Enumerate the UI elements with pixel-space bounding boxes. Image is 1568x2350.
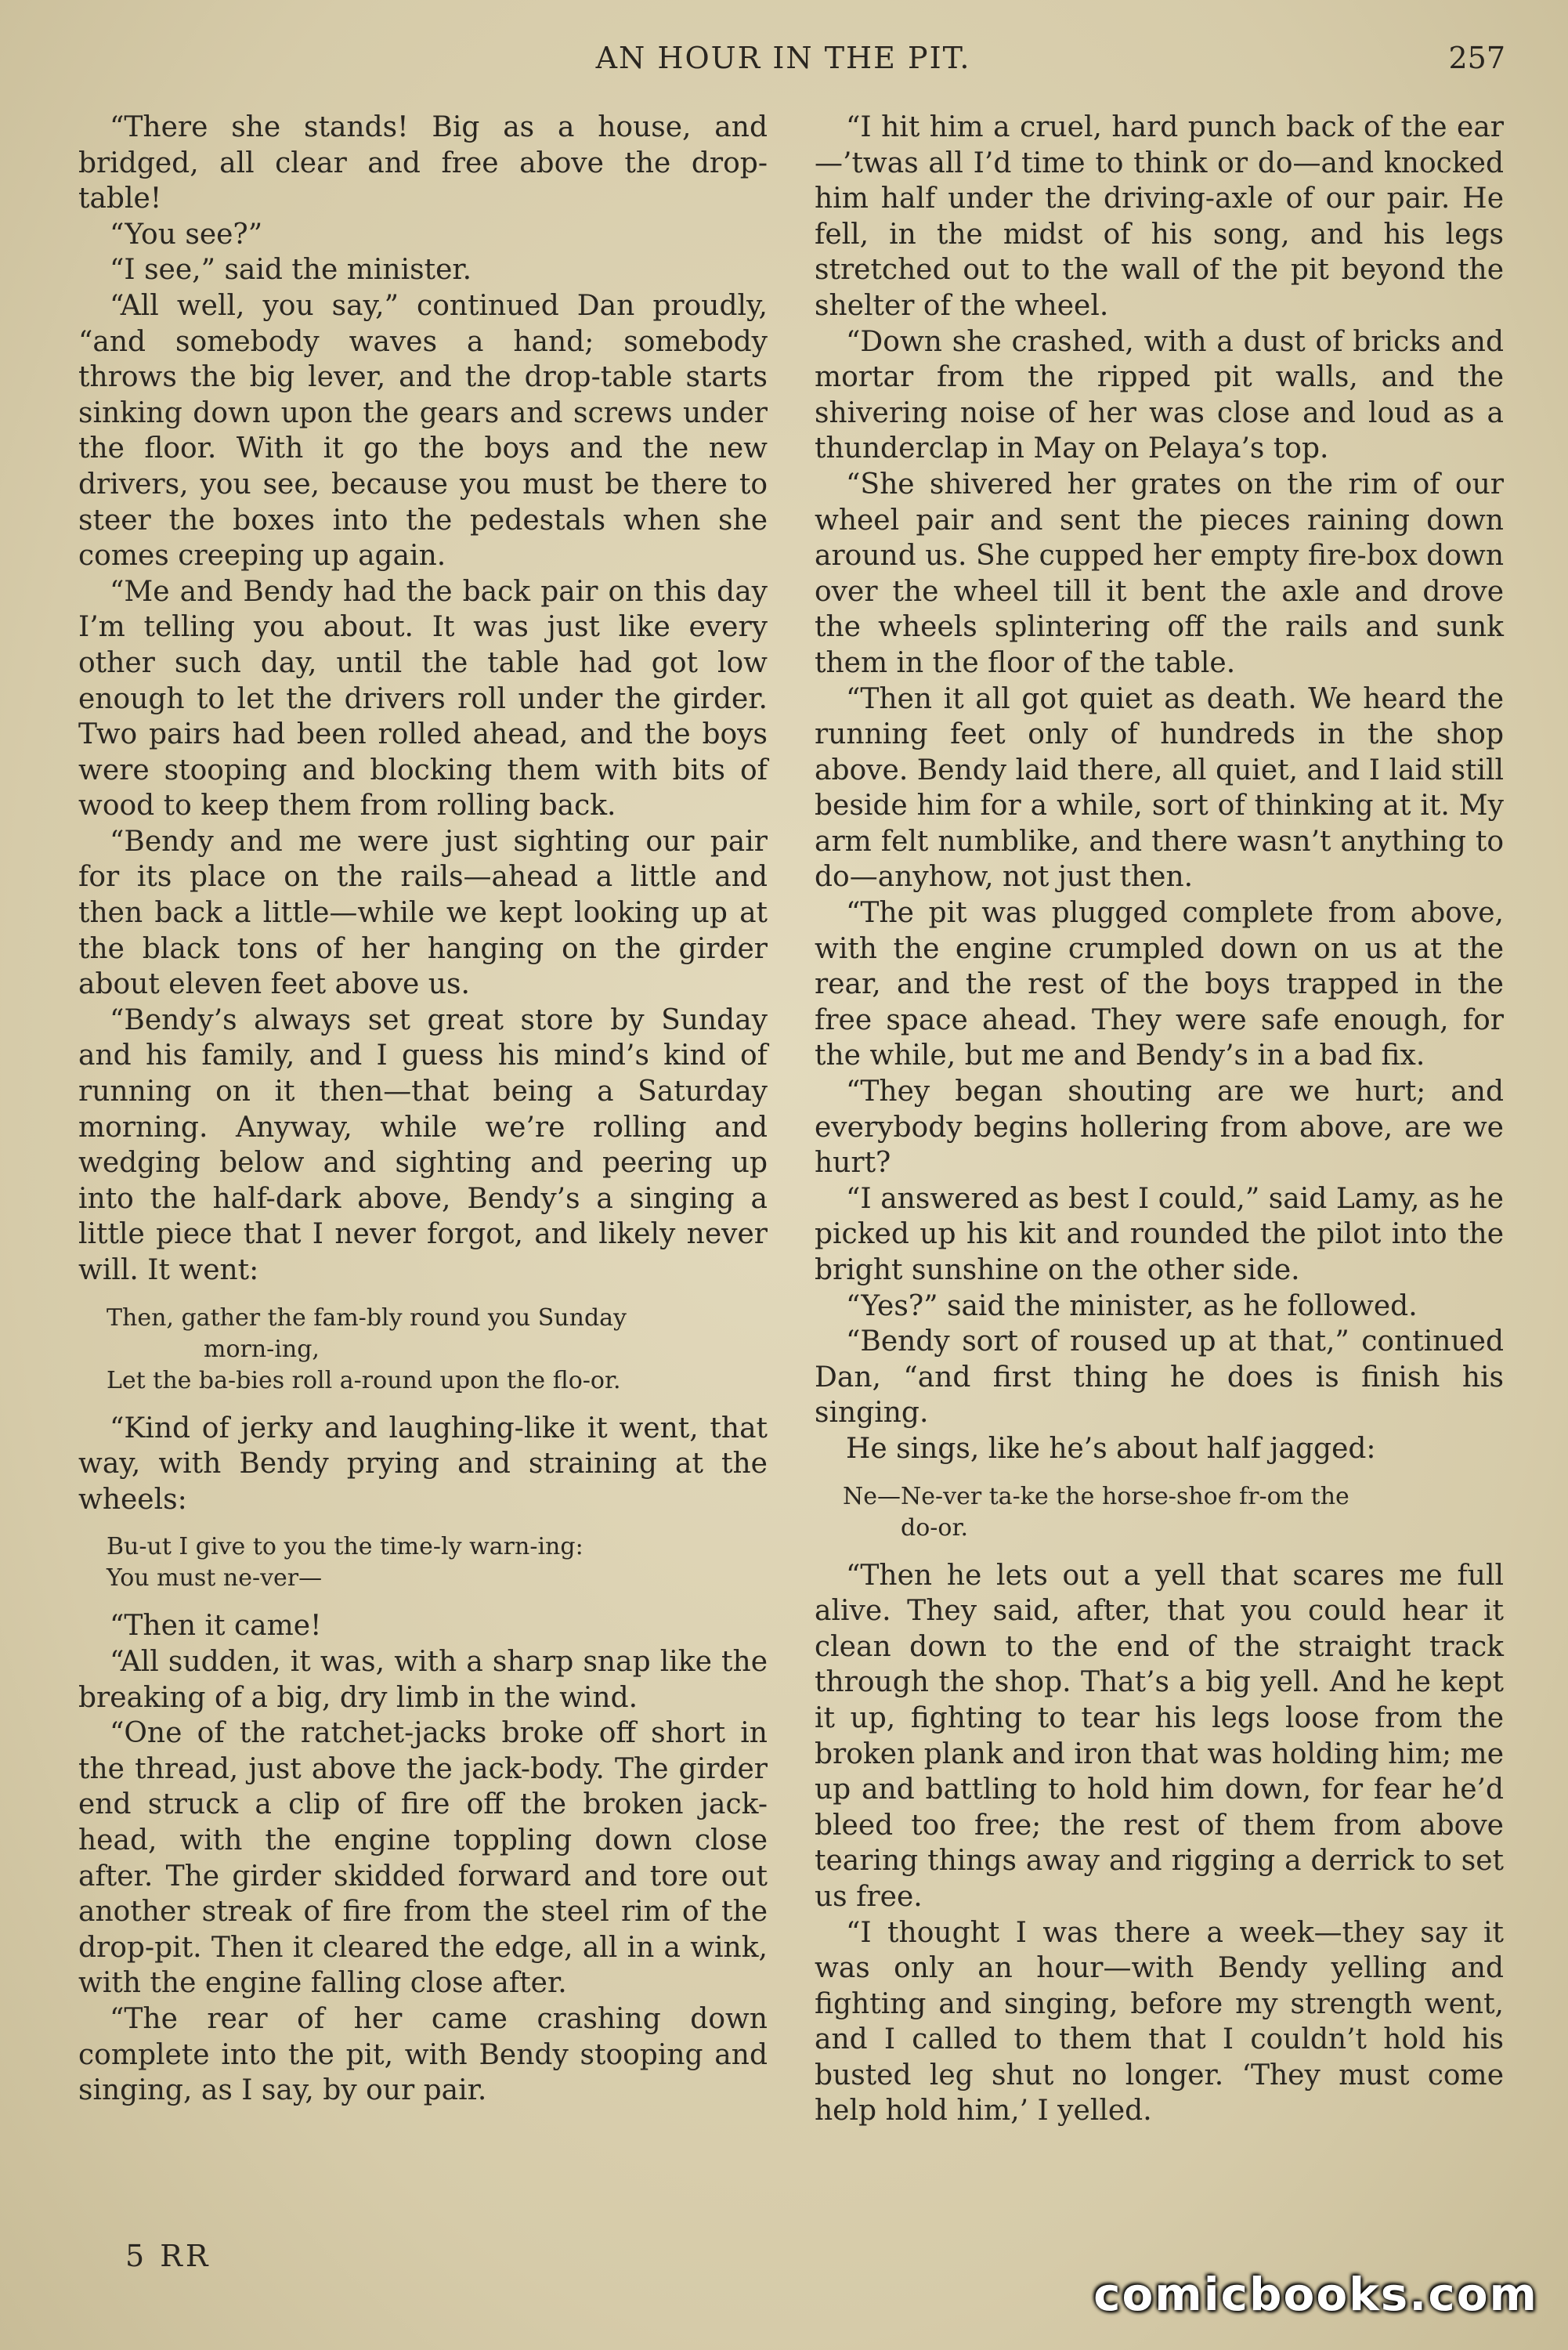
- paragraph: “There she stands! Big as a house, and bridged, all clear and free above the drop-table!: [78, 111, 768, 215]
- paragraph: “You see?”: [110, 218, 263, 251]
- right-column: [815, 110, 1504, 2129]
- paragraph: “I see,” said the minister.: [110, 254, 472, 287]
- paragraph: “Bendy sort of roused up at that,” continued Dan, “and first thing he does is finish his singing.: [815, 1325, 1504, 1430]
- paragraph: “Down she crashed, with a dust of bricks and mortar from the ripped pit walls, and the shivering noise of her was close and loud as a thunderclap in May on Pelaya’s top.: [815, 325, 1504, 465]
- running-head: AN HOUR IN THE PIT.: [595, 41, 971, 75]
- paragraph: He sings, like he’s about half jagged:: [846, 1432, 1376, 1465]
- song-verse: [78, 1531, 768, 1594]
- paragraph: “She shivered her grates on the rim of our wheel pair and sent the pieces raining down around us. She cupped her empty fire-box down over the wheel till it bent the axle and drove the wheels splintering off the rails and sunk them in the floor of the table.: [815, 468, 1504, 679]
- paragraph: “I answered as best I could,” said Lamy, as he picked up his kit and rounded the pilot into the bright sunshine on the other side.: [815, 1182, 1504, 1286]
- verse-line: Bu-ut I give to you the time-ly warn-ing:: [107, 1533, 583, 1561]
- verse-line: morn-ing,: [204, 1335, 320, 1363]
- paragraph: “They began shouting are we hurt; and everybody begins hollering from above, are we hurt?: [815, 1076, 1504, 1180]
- verse-line: Then, gather the fam-bly round you Sunday: [107, 1303, 627, 1332]
- page-header: [0, 34, 1568, 81]
- left-column: [78, 110, 768, 2109]
- paragraph: “Then it came!: [110, 1610, 322, 1643]
- song-verse: [815, 1481, 1504, 1544]
- verse-line: You must ne-ver—: [107, 1564, 323, 1593]
- paragraph: “I hit him a cruel, hard punch back of the ear—’twas all I’d time to think or do—and knocked him half under the driving-axle of our pair. He fell, in the midst of his song, and his legs stretched out to the wall of the pit beyond the shelter of the wheel.: [815, 111, 1504, 322]
- paragraph: “The rear of her came crashing down complete into the pit, with Bendy stooping and singing, as I say, by our pair.: [78, 2002, 768, 2107]
- paragraph: “I thought I was there a week—they say it was only an hour—with Bendy yelling and fighting and singing, before my strength went, and I called to them that I couldn’t hold his busted leg shut no longer. ‘They must come help hold him,’ I yelled.: [815, 1916, 1504, 2128]
- verse-line: Let the ba-bies roll a-round upon the flo-or.: [107, 1366, 621, 1394]
- song-verse: [78, 1303, 768, 1397]
- paragraph: “Kind of jerky and laughing-like it went, that way, with Bendy prying and straining at the wheels:: [78, 1412, 768, 1516]
- verse-line: Ne—Ne-ver ta-ke the horse-shoe fr-om the: [843, 1482, 1349, 1510]
- paragraph: “Then it all got quiet as death. We heard the running feet only of hundreds in the shop above. Bendy laid there, all quiet, and I laid still beside him for a while, sort of thinking at it. My arm felt numblike, and there wasn’t anything to do—anyhow, not just then.: [815, 682, 1504, 894]
- paragraph: “The pit was plugged complete from above, with the engine crumpled down on us at the rear, and the rest of the boys trapped in the free space ahead. They were safe enough, for the while, but me and Bendy’s in a bad fix.: [815, 897, 1504, 1072]
- paragraph: “Then he lets out a yell that scares me full alive. They said, after, that you could hear it clean down to the end of the straight track through the shop. That’s a big yell. And he kept it up, fighting to tear his legs loose from the broken plank and iron that was holding him; me up and battling to hold him down, for fear he’d bleed too free; the rest of them from above tearing things away and rigging a derrick to set us free.: [815, 1559, 1504, 1913]
- page-number: 257: [1448, 41, 1505, 75]
- site-watermark: comicbooks.com: [1093, 2268, 1538, 2321]
- paragraph: “Bendy and me were just sighting our pair for its place on the rails—ahead a little and then back a little—while we kept looking up at the black tons of her hanging on the girder about eleven feet above us.: [78, 825, 768, 1001]
- printer-signature: 5 RR: [125, 2239, 211, 2273]
- paragraph: “All well, you say,” continued Dan proudly, “and somebody waves a hand; somebody throws the big lever, and the drop-table starts sinking down upon the gears and screws under the floor. With it go the boys and the new drivers, you see, because you must be there to steer the boxes into the pedestals when she comes creeping up again.: [78, 289, 768, 573]
- paragraph: “Me and Bendy had the back pair on this day I’m telling you about. It was just like every other such day, until the table had got low enough to let the drivers roll under the girder. Two pairs had been rolled ahead, and the boys were stooping and blocking them with bits of wood to keep them from rolling back.: [78, 575, 768, 822]
- paragraph: “Bendy’s always set great store by Sunday and his family, and I guess his mind’s kind of running on it then—that being a Saturday morning. Anyway, while we’re rolling and wedging below and sighting and peering up into the half-dark above, Bendy’s a singing a little piece that I never forgot, and likely never will. It went:: [78, 1003, 768, 1286]
- paragraph: “Yes?” said the minister, as he followed.: [846, 1289, 1418, 1322]
- paragraph: “All sudden, it was, with a sharp snap like the breaking of a big, dry limb in the wind.: [78, 1645, 768, 1714]
- paragraph: “One of the ratchet-jacks broke off short in the thread, just above the jack-body. The girder end struck a clip of fire off the broken jack-head, with the engine toppling down close after. The girder skidded forward and tore out another streak of fire from the steel rim of the drop-pit. Then it cleared the edge, all in a wink, with the engine falling close after.: [78, 1717, 768, 2000]
- verse-line: do-or.: [901, 1513, 969, 1542]
